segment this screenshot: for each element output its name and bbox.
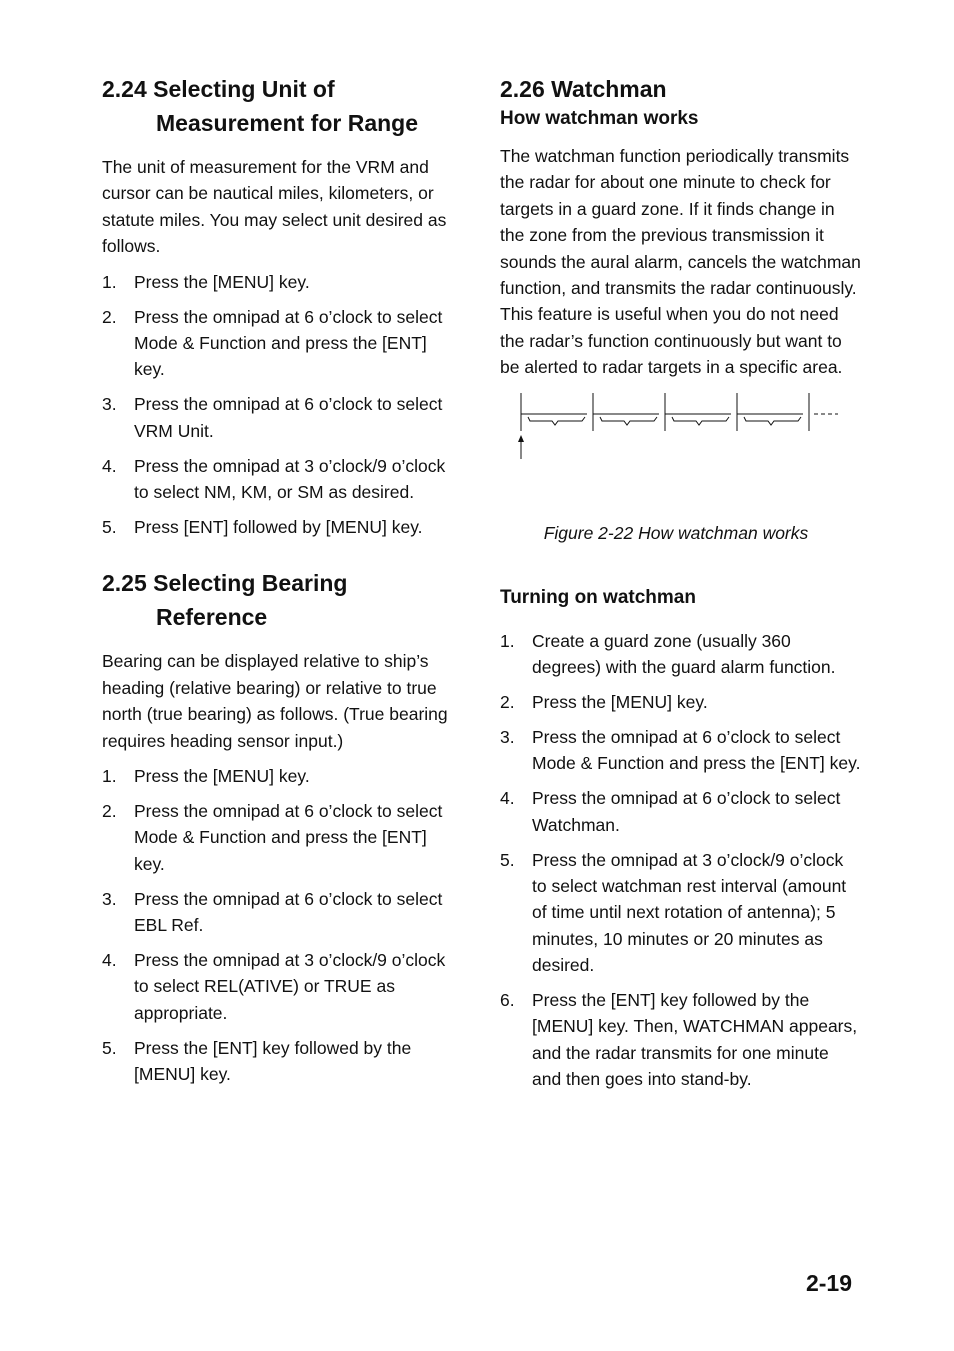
section-2-24-intro: The unit of measurement for the VRM and cursor can be nautical miles, kilometers, or statute miles. You may select unit desired as follows.	[102, 157, 447, 257]
list-item: 2. Press the omnipad at 6 o’clock to select Mode & Function and press the [ENT] key.	[102, 306, 443, 380]
list-item: 3. Press the omnipad at 6 o’clock to select EBL Ref.	[102, 888, 443, 935]
left-column	[102, 72, 462, 1096]
watchman-timing-diagram	[500, 393, 840, 463]
list-item: 5. Press [ENT] followed by [MENU] key.	[102, 516, 423, 537]
list-item: 1. Press the [MENU] key.	[102, 765, 310, 786]
how-watchman-works-subheading: How watchman works	[500, 108, 699, 129]
list-item: 3. Press the omnipad at 6 o’clock to select VRM Unit.	[102, 394, 443, 441]
list-item: 5. Press the omnipad at 3 o’clock/9 o’clock to select watchman rest interval (amount of time until next rotation of antenna); 5 minutes, 10 minutes or 20 minutes as desired.	[500, 849, 847, 976]
list-item: 1. Press the [MENU] key.	[102, 271, 310, 292]
list-item: 1. Create a guard zone (usually 360 degrees) with the guard alarm function.	[500, 630, 836, 678]
page-number: 2-19	[805, 1270, 852, 1296]
section-2-26-heading: 2.26 Watchman	[500, 76, 667, 102]
section-2-25-steps	[102, 763, 462, 1087]
list-item: 6. Press the [ENT] key followed by the [MENU] key. Then, WATCHMAN appears, and the radar transmits for one minute and then goes into stand-by.	[500, 990, 858, 1090]
section-2-24-heading: 2.24 Selecting Unit of Measurement for Range	[102, 76, 419, 136]
list-item: 4. Press the omnipad at 6 o’clock to select Watchman.	[500, 788, 841, 835]
list-item: 3. Press the omnipad at 6 o’clock to select Mode & Function and press the [ENT] key.	[500, 726, 861, 774]
turning-on-watchman-subheading: Turning on watchman	[500, 586, 696, 608]
watchman-figure	[500, 393, 862, 545]
how-watchman-works-text: The watchman function periodically transmits the radar for about one minute to check for targets in a guard zone. If it finds change in the zone from the previous transmission it sounds the aural alarm, cancels the watchman function, and transmits the radar continuously. This feature is useful when you do not need the radar’s function continuously but want to be alerted to radar targets in a specific area.	[500, 146, 861, 378]
section-2-25-intro: Bearing can be displayed relative to ship’s heading (relative bearing) or relative to true north (true bearing) as follows. (True bearing requires heading sensor input.)	[102, 651, 448, 751]
section-2-25-heading: 2.25 Selecting Bearing Reference	[102, 570, 348, 631]
list-item: 2. Press the omnipad at 6 o’clock to select Mode & Function and press the [ENT] key.	[102, 800, 443, 874]
right-column	[500, 72, 862, 1101]
list-item: 4. Press the omnipad at 3 o’clock/9 o’clock to select NM, KM, or SM as desired.	[102, 455, 446, 502]
figure-caption: Figure 2-22 How watchman works	[543, 522, 809, 543]
list-item: 5. Press the [ENT] key followed by the [MENU] key.	[102, 1037, 412, 1084]
list-item: 2. Press the [MENU] key.	[500, 691, 708, 712]
section-2-24-steps	[102, 269, 462, 541]
turning-on-watchman-steps	[500, 628, 862, 1093]
list-item: 4. Press the omnipad at 3 o’clock/9 o’clock to select REL(ATIVE) or TRUE as appropriate.	[102, 949, 446, 1023]
